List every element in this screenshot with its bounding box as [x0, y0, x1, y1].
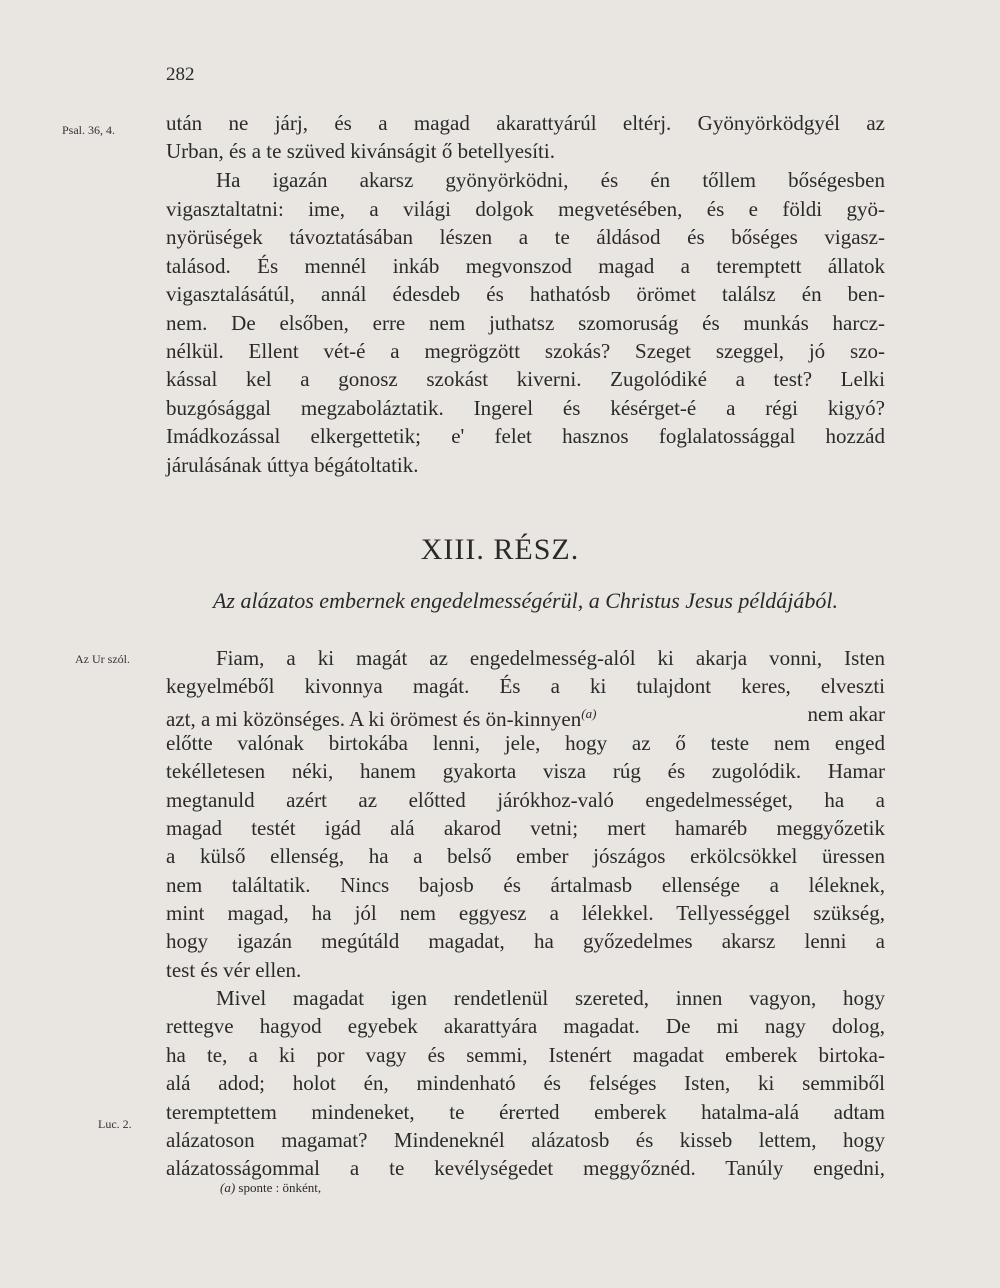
- text-line: mint magad, ha jól nem eggyesz a lélekkel. Tellyességgel szükség,: [166, 901, 885, 925]
- text-line: járulásának úttya bégátoltatik.: [166, 453, 419, 477]
- text-line: vigasztaltatni: ime, a világi dolgok megvetésében, és e földi gyö-: [166, 197, 885, 221]
- section-subheading: Az alázatos embernek engedelmességérül, a Christus Jesus példájából.: [212, 588, 839, 613]
- margin-note-psal: Psal. 36, 4.: [62, 123, 116, 137]
- text-line: kással kel a gonosz szokást kiverni. Zugolódiké a test? Lelki: [166, 367, 885, 391]
- text-line: kegyelméből kivonnya magát. És a ki tulajdont keres, elveszti: [166, 674, 885, 698]
- text-line: vigasztalásátúl, annál édesdeb és hathatósb örömet találsz én ben-: [166, 282, 885, 306]
- text-line: megtanuld azért az előtted járókhoz-való engedelmességet, ha a: [166, 788, 885, 812]
- text-line: alá adod; holot én, mindenható és felséges Isten, ki semmiből: [166, 1071, 885, 1095]
- text-line: magad testét igád alá akarod vetni; mert hamaréb meggyőzetik: [166, 816, 885, 840]
- text-fragment: azt, a mi közönséges. A ki örömest és ön-kinnyen: [166, 707, 582, 731]
- text-line: alázatoson magamat? Mindeneknél alázatosb és kisseb lettem, hogy: [166, 1128, 885, 1152]
- text-line: ha te, a ki por vagy és semmi, Istenért magadat emberek birtoka-: [166, 1043, 885, 1067]
- text-line: alázatosságommal a te kevélységedet meggyőznéd. Tanúly engedni,: [166, 1156, 885, 1180]
- text-line: talásod. És mennél inkáb megvonszod magad a teremptett állatok: [166, 254, 885, 278]
- margin-note-ur-szol: Az Ur szól.: [75, 652, 130, 666]
- text-line: buzgósággal megzaboláztatik. Ingerel és késérget-é a régi kigyó?: [166, 396, 885, 420]
- text-line: előtte valónak birtokába lenni, jele, hogy az ő teste nem enged: [166, 731, 885, 755]
- footnote-marker: (a): [581, 706, 597, 721]
- text-line: teremptettem mindeneket, te érетted emberek hatalma-alá adtam: [166, 1100, 885, 1124]
- text-line: test és vér ellen.: [166, 958, 302, 982]
- footnote-text: sponte : önként,: [238, 1180, 322, 1195]
- text-fragment: nem akar: [807, 702, 885, 726]
- footnote-marker-bottom: (a): [220, 1180, 236, 1195]
- text-line: rettegve hagyod egyebek akarattyára magadat. De mi nagy dolog,: [166, 1014, 885, 1038]
- text-line: tekélletesen néki, hanem gyakorta visza rúg és zugolódik. Hamar: [166, 759, 885, 783]
- section-heading: XIII. RÉSZ.: [420, 533, 580, 566]
- text-line: nyörüségek távoztatásában lészen a te áldásod és bőséges vigasz-: [166, 225, 885, 249]
- text-line: hogy igazán megútáld magadat, ha győzedelmes akarsz lenni a: [166, 929, 885, 953]
- text-line: Urban, és a te szüved kivánságit ő betellyesíti.: [166, 139, 555, 163]
- text-line: Fiam, a ki magát az engedelmesség-alól ki akarja vonni, Isten: [216, 646, 885, 670]
- text-line: nem találtatik. Nincs bajosb és ártalmasb ellensége a léleknek,: [166, 873, 885, 897]
- page-number: 282: [166, 64, 195, 85]
- text-line: után ne járj, és a magad akarattyárúl eltérj. Gyönyörködgyél az: [166, 111, 885, 135]
- margin-note-luc: Luc. 2.: [98, 1117, 132, 1131]
- text-line: Ha igazán akarsz gyönyörködni, és én tőllem bőségesben: [216, 168, 885, 192]
- text-line: Imádkozással elkergettetik; e' felet hasznos foglalatossággal hozzád: [166, 424, 885, 448]
- text-line: a külső ellenség, ha a belső ember jószágos erkölcsökkel üressen: [166, 844, 885, 868]
- text-line-with-footnote: [166, 701, 885, 732]
- text-line: nélkül. Ellent vét-é a megrögzött szokás? Szeget szeggel, jó szo-: [166, 339, 885, 363]
- footnote: [220, 1180, 321, 1196]
- text-line: nem. De elsőben, erre nem juthatsz szomoruság és munkás harcz-: [166, 311, 885, 335]
- text-line: Mivel magadat igen rendetlenül szereted, innen vagyon, hogy: [216, 986, 885, 1010]
